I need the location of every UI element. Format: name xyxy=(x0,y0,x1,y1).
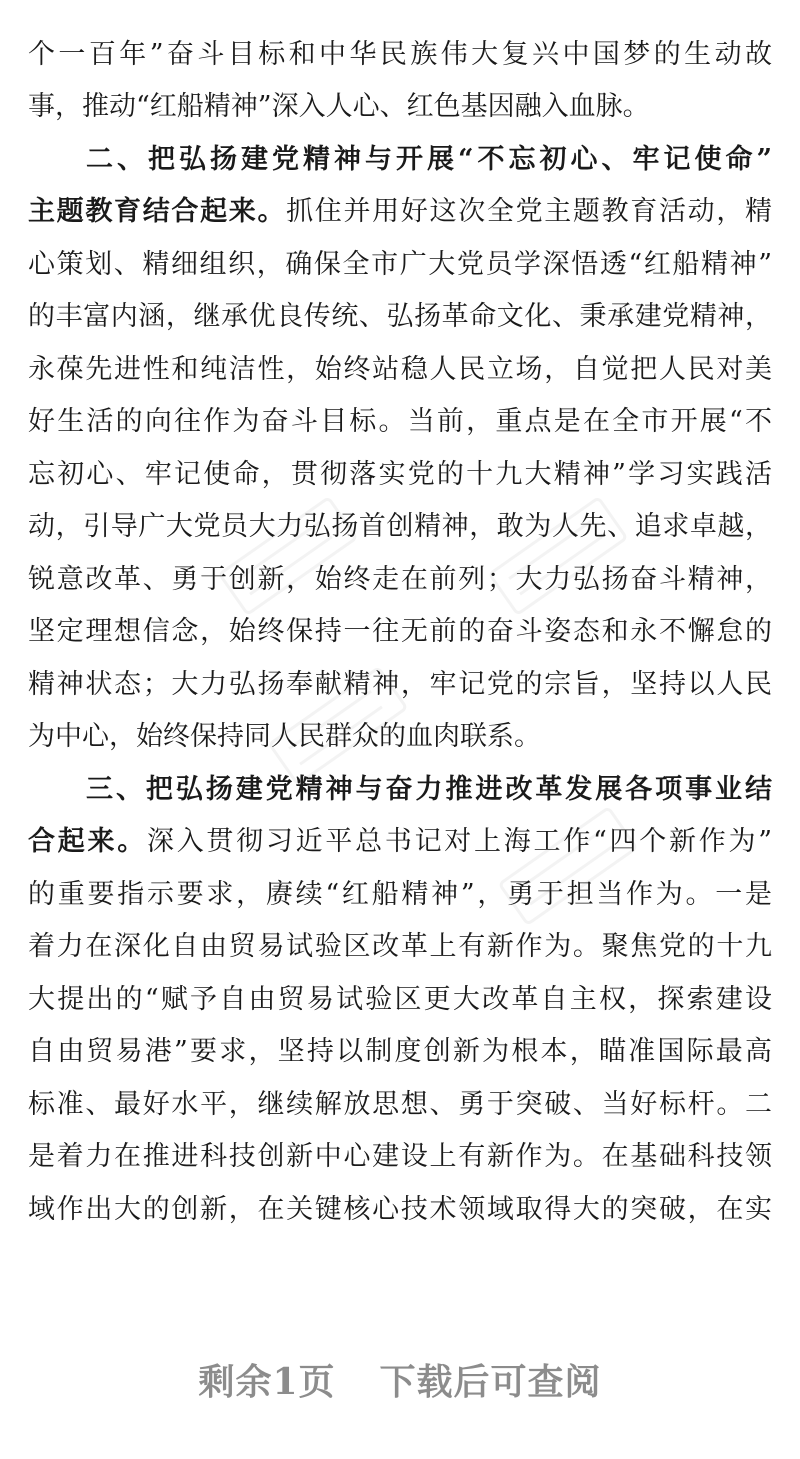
body-line: 自由贸易港”要求，坚持以制度创新为根本，瞄准国际最高 xyxy=(28,1036,772,1067)
section-heading: 合起来。 xyxy=(28,826,147,857)
body-line: 忘初心、牢记使命，贯彻落实党的十九大精神”学习实践活 xyxy=(28,459,772,490)
section-heading: 二、把弘扬建党精神与开展“不忘初心、牢记使命” xyxy=(86,144,772,175)
body-line: 好生活的向往作为奋斗目标。当前，重点是在全市开展“不 xyxy=(28,406,772,437)
body-line: 是着力在推进科技创新中心建设上有新作为。在基础科技领 xyxy=(28,1141,772,1172)
body-line: 动，引导广大党员大力弘扬首创精神，敢为人先、追求卓越， xyxy=(28,511,772,542)
body-line: 个一百年”奋斗目标和中华民族伟大复兴中国梦的生动故 xyxy=(28,39,772,70)
body-line: 的丰富内涵，继承优良传统、弘扬革命文化、秉承建党精神， xyxy=(28,301,772,332)
section-heading: 三、把弘扬建党精神与奋力推进改革发展各项事业结 xyxy=(86,774,772,805)
body-line: 主题教育结合起来。抓住并用好这次全党主题教育活动，精 xyxy=(28,196,773,227)
body-line: 坚定理想信念，始终保持一往无前的奋斗姿态和永不懈怠的 xyxy=(28,616,772,647)
body-line: 精神状态；大力弘扬奉献精神，牢记党的宗旨，坚持以人民 xyxy=(28,669,772,700)
body-line: 域作出大的创新，在关键核心技术领域取得大的突破，在实 xyxy=(28,1194,772,1225)
body-line: 锐意改革、勇于创新，始终走在前列；大力弘扬奋斗精神， xyxy=(28,564,772,595)
body-line: 的重要指示要求，赓续“红船精神”，勇于担当作为。一是 xyxy=(28,879,772,910)
body-line: 永葆先进性和纯洁性，始终站稳人民立场，自觉把人民对美 xyxy=(28,354,772,385)
body-line: 标准、最好水平，继续解放思想、勇于突破、当好标杆。二 xyxy=(28,1089,772,1120)
body-line: 事，推动“红船精神”深入人心、红色基因融入血脉。 xyxy=(28,91,650,122)
body-line: 大提出的“赋予自由贸易试验区更大改革自主权，探索建设 xyxy=(28,984,772,1015)
body-line: 合起来。深入贯彻习近平总书记对上海工作“四个新作为” xyxy=(28,826,773,857)
body-line: 心策划、精细组织，确保全市广大党员学深悟透“红船精神” xyxy=(28,249,772,280)
body-line: 为中心，始终保持同人民群众的血肉联系。 xyxy=(28,721,541,752)
download-to-view-label: 下载后可查阅 xyxy=(379,1361,602,1403)
body-line: 着力在深化自由贸易试验区改革上有新作为。聚焦党的十九 xyxy=(28,931,772,962)
download-prompt[interactable] xyxy=(0,1357,800,1407)
remaining-pages-label: 剩余1页 xyxy=(198,1361,336,1403)
section-heading: 主题教育结合起来。 xyxy=(28,196,287,227)
